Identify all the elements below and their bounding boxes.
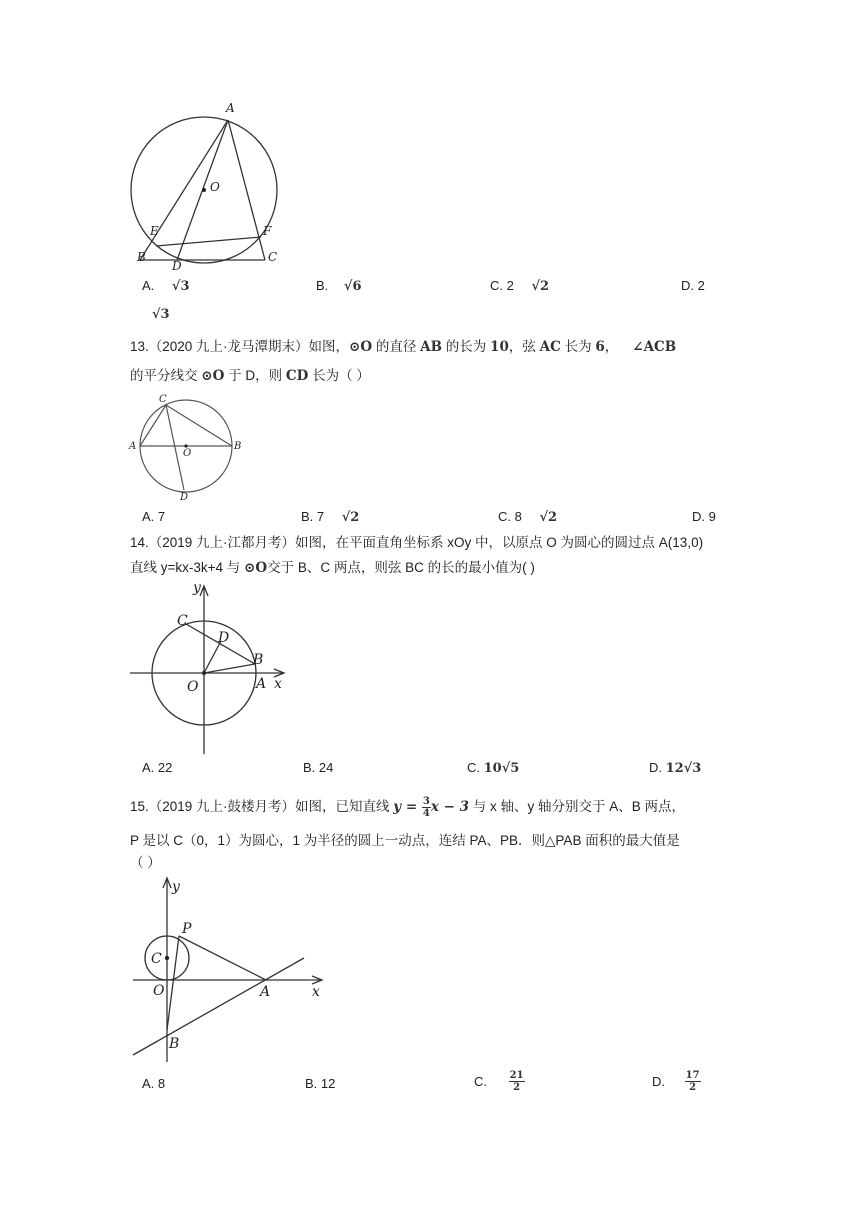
q15-label-p: P xyxy=(182,921,192,937)
q14-figure xyxy=(126,578,296,756)
q15-eq-fraction: $\frac{3}{4}$ xyxy=(422,796,430,819)
q15-stem-line3: （ ） xyxy=(130,855,161,870)
option-value: 12√3 xyxy=(665,761,702,776)
q14-option-b[interactable]: B. 24 xyxy=(303,760,334,775)
option-label: B. xyxy=(316,278,329,293)
q15-option-c[interactable] xyxy=(474,1070,525,1093)
q15-label-o: O xyxy=(153,983,165,999)
q14-label-b: B xyxy=(253,652,264,668)
option-value: √2 xyxy=(539,510,558,525)
option-label: A. xyxy=(142,278,155,293)
q13-figure xyxy=(126,390,248,505)
q13-label-c: C xyxy=(159,394,167,405)
q15-option-a[interactable]: A. 8 xyxy=(142,1076,166,1091)
q15-option-d[interactable] xyxy=(652,1070,701,1093)
q12-option-a[interactable] xyxy=(142,278,190,294)
option-value: √2 xyxy=(341,510,360,525)
q13-label-a: A xyxy=(129,441,137,452)
q14-label-x: x xyxy=(274,676,282,692)
q15-label-y: y xyxy=(172,879,180,895)
q14-option-c[interactable] xyxy=(467,760,519,776)
option-label: C. xyxy=(467,760,484,775)
q14-stem-line2: 直线 y=kx-3k+4 与 ⊙O交于 B、C 两点，则弦 BC 的长的最小值为( ) xyxy=(130,560,535,576)
option-value: √3 xyxy=(171,279,190,294)
option-label: C. 8 xyxy=(498,509,522,524)
q14-label-c: C xyxy=(177,613,188,629)
q15-label-a: A xyxy=(260,984,271,1000)
option-value: √2 xyxy=(531,279,550,294)
q15-label-b: B xyxy=(169,1036,180,1052)
q14-label-o: O xyxy=(187,679,199,695)
q13-option-d[interactable]: D. 9 xyxy=(692,509,716,524)
q14-label-y: y xyxy=(193,580,201,596)
q12-label-a: A xyxy=(226,101,235,115)
q15-label-x: x xyxy=(312,984,320,1000)
q14-option-a[interactable]: A. 22 xyxy=(142,760,173,775)
q12-label-o: O xyxy=(210,180,220,194)
q13-label-b: B xyxy=(234,441,242,452)
option-fraction: $\frac{21}{2}$ xyxy=(509,1070,524,1093)
q14-stem-line1: 14.（2019 九上·江都月考）如图，在平面直角坐标系 xOy 中，以原点 O 为圆心的圆过点 A(13,0) xyxy=(130,535,704,550)
option-label: D. xyxy=(649,760,666,775)
q14-option-d[interactable] xyxy=(649,760,701,776)
q12-option-c[interactable] xyxy=(490,278,549,294)
q12-option-d[interactable] xyxy=(681,278,705,293)
q14-label-d: D xyxy=(218,630,230,646)
q12-figure xyxy=(120,98,290,273)
q14-label-a: A xyxy=(256,676,267,692)
q15-option-b[interactable]: B. 12 xyxy=(305,1076,336,1091)
q15-label-c: C xyxy=(151,951,162,967)
q15-stem-line1: 15.（2019 九上·鼓楼月考）如图，已知直线 y = $\frac{3}{4}$ x − 3 与 x 轴、y 轴分别交于 A、B 两点， xyxy=(130,796,685,819)
q12-label-c: C xyxy=(268,250,278,264)
q15-stem-line2: P 是以 C（0，1）为圆心，1 为半径的圆上一动点，连结 PA、PB．则△PAB 面积的最大值是 xyxy=(130,833,680,848)
q12-label-f: F xyxy=(263,224,272,238)
q12-option-b[interactable] xyxy=(316,278,362,294)
option-value: √6 xyxy=(343,279,362,294)
q13-option-a[interactable]: A. 7 xyxy=(142,509,166,524)
option-label: D. xyxy=(652,1074,665,1089)
option-fraction: $\frac{17}{2}$ xyxy=(685,1070,700,1093)
q13-stem-line1: 13.（2020 九上·龙马潭期末）如图，⊙O 的直径 AB 的长为 10，弦 AC 长为 6， ∠ACB xyxy=(130,339,677,355)
q13-label-o: O xyxy=(183,448,192,459)
q15-figure xyxy=(126,872,336,1064)
q13-label-d: D xyxy=(180,492,189,503)
q12-option-d-value: √3 xyxy=(152,307,170,322)
option-label: C. xyxy=(474,1074,487,1089)
option-label: C. 2 xyxy=(490,278,514,293)
q12-label-d: D xyxy=(172,259,182,273)
option-label: B. 7 xyxy=(301,509,325,524)
q12-label-e: E xyxy=(150,224,159,238)
q13-stem-line2: 的平分线交 ⊙O 于 D，则 CD 长为（ ） xyxy=(130,368,370,384)
q12-label-b: B xyxy=(137,250,146,264)
option-value: 10√5 xyxy=(483,761,520,776)
q13-option-b[interactable] xyxy=(301,509,359,525)
q13-option-c[interactable] xyxy=(498,509,557,525)
option-label: D. 2 xyxy=(681,278,705,293)
